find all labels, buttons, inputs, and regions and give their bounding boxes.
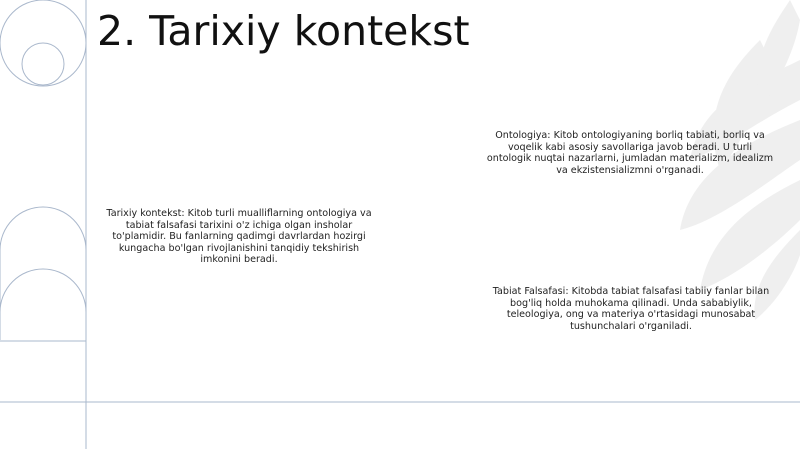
- ontology-text: Ontologiya: Kitob ontologiyaning borliq tabiati, borliq va voqelik kabi asosiy savollariga javob beradi. U turli ontologik nuqtai nazarlarni, jumladan materializm, idealizm va ekzistensializmni o'rganadi.: [486, 130, 774, 176]
- natural-philosophy-text: Tabiat Falsafasi: Kitobda tabiat falsafasi tabiiy fanlar bilan bog'liq holda muhokama qilinadi. Unda sababiylik, teleologiya, ong va materiya o'rtasidagi munosabat tushunchalari o'rganiladi.: [492, 286, 770, 332]
- page-title: 2. Tarixiy kontekst: [97, 7, 470, 55]
- historical-context-text: Tarixiy kontekst: Kitob turli mualliflarning ontologiya va tabiat falsafasi tarixini o'z ichiga olgan insholar to'plamidir. Bu fanlarning qadimgi davrlardan hozirgi kungacha bo'lgan rivojlanishini tanqidiy tekshirish imkonini beradi.: [106, 208, 372, 266]
